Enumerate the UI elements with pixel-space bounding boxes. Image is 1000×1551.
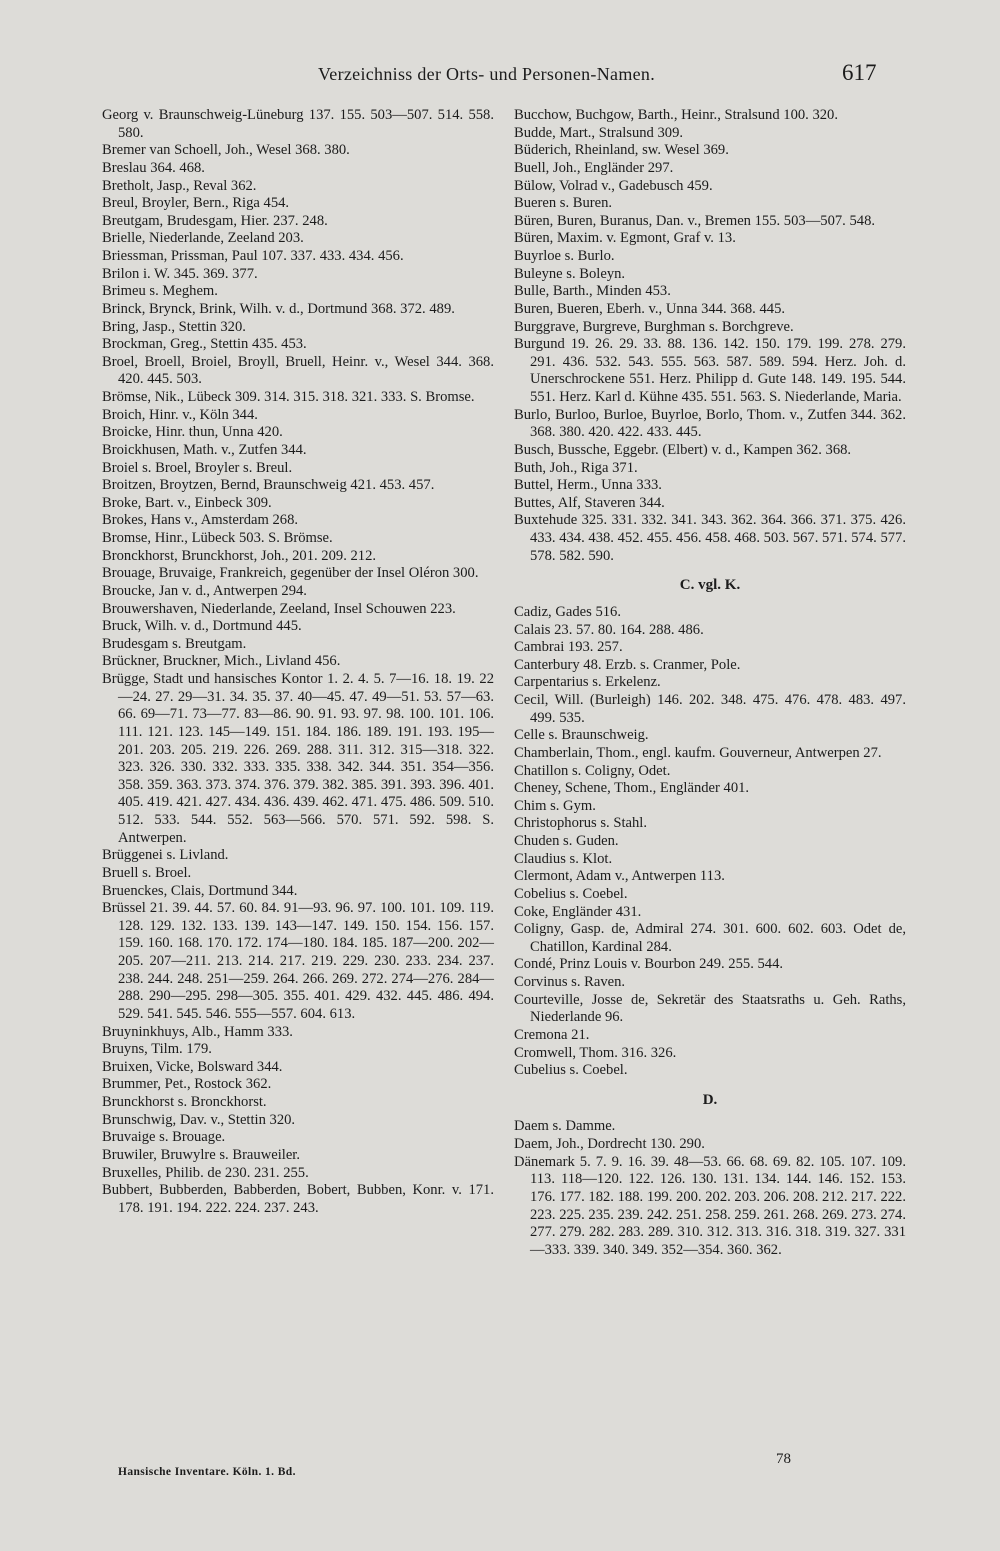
index-entry: Bruxelles, Philib. de 230. 231. 255. — [102, 1164, 309, 1181]
index-entry: Buren, Bueren, Eberh. v., Unna 344. 368. 445. — [514, 300, 786, 317]
index-entry: Broitzen, Broytzen, Bernd, Braunschweig 421. 453. 457. — [102, 477, 435, 494]
index-entry: Buth, Joh., Riga 371. — [514, 459, 638, 476]
index-entry: Coke, Engländer 431. — [514, 903, 642, 920]
index-entry: Bucchow, Buchgow, Barth., Heinr., Stralsund 100. 320. — [514, 107, 838, 123]
index-entry: Brokes, Hans v., Amsterdam 268. — [102, 512, 299, 529]
index-entry: Broiel s. Broel, Broyler s. Breul. — [102, 459, 293, 476]
index-column-left — [102, 107, 494, 1217]
index-entry: Cremona 21. — [514, 1026, 590, 1043]
index-entry: Cubelius s. Coebel. — [514, 1062, 628, 1079]
index-entry: Daem s. Damme. — [514, 1118, 616, 1135]
index-entry: Bretholt, Jasp., Reval 362. — [102, 177, 257, 194]
index-entry: Brockman, Greg., Stettin 435. 453. — [102, 336, 307, 353]
index-entry: Claudius s. Klot. — [514, 850, 613, 867]
index-entry: Burggrave, Burgreve, Burghman s. Borchgreve. — [514, 318, 794, 335]
index-entry: Celle s. Braunschweig. — [514, 727, 649, 744]
index-entry: Canterbury 48. Erzb. s. Cranmer, Pole. — [514, 656, 741, 673]
index-entry: Büderich, Rheinland, sw. Wesel 369. — [514, 142, 729, 159]
index-entry: Burgund 19. 26. 29. 33. 88. 136. 142. 150. 179. 199. 278. 279. 291. 436. 532. 543. 555. 563. 587. 589. 594. Herz. Joh. d. Unerschrockene 551. Herz. Philipp d. Gute 148. 149. 195. 544. 551. Herz. Karl d. Kühne 435. 551. 563. S. Niederlande, Maria. — [514, 336, 906, 405]
index-entry: Bromse, Hinr., Lübeck 503. S. Brömse. — [102, 530, 333, 546]
index-entry: Buyrloe s. Burlo. — [514, 248, 615, 264]
index-entry: Bruyninkhuys, Alb., Hamm 333. — [102, 1023, 293, 1040]
index-entry: Cheney, Schene, Thom., Engländer 401. — [514, 780, 750, 797]
index-entry: Broel, Broell, Broiel, Broyll, Bruell, Heinr. v., Wesel 344. 368. 420. 445. 503. — [102, 353, 494, 388]
index-entry: Coligny, Gasp. de, Admiral 274. 301. 600. 602. 603. Odet de, Chatillon, Kardinal 284. — [514, 921, 906, 955]
index-entry: Busch, Bussche, Eggebr. (Elbert) v. d., Kampen 362. 368. — [514, 441, 852, 458]
index-entry: Calais 23. 57. 80. 164. 288. 486. — [514, 621, 704, 638]
index-entry: Bruvaige s. Brouage. — [102, 1129, 226, 1146]
index-entry: Bulle, Barth., Minden 453. — [514, 283, 671, 300]
index-entry: Broickhusen, Math. v., Zutfen 344. — [102, 441, 307, 458]
index-entry: Bruyns, Tilm. 179. — [102, 1041, 212, 1058]
index-entry: Brunckhorst s. Bronckhorst. — [102, 1094, 267, 1110]
index-entry: Carpentarius s. Erkelenz. — [514, 674, 661, 691]
index-entry: Breslau 364. 468. — [102, 159, 205, 176]
index-entry: Broich, Hinr. v., Köln 344. — [102, 406, 258, 423]
index-entry: Georg v. Braunschweig-Lüneburg 137. 155. 503—507. 514. 558. 580. — [102, 107, 494, 141]
index-entry: Bronckhorst, Brunckhorst, Joh., 201. 209. 212. — [102, 547, 377, 564]
index-entry: Breutgam, Brudesgam, Hier. 237. 248. — [102, 212, 328, 229]
index-entry: Büren, Maxim. v. Egmont, Graf v. 13. — [514, 230, 736, 247]
index-entry: Corvinus s. Raven. — [514, 974, 626, 990]
index-entry: Bring, Jasp., Stettin 320. — [102, 318, 246, 335]
index-entry: Büren, Buren, Buranus, Dan. v., Bremen 155. 503—507. 548. — [514, 212, 876, 229]
index-entry: Courteville, Josse de, Sekretär des Staatsraths u. Geh. Raths, Niederlande 96. — [514, 991, 906, 1026]
index-entry: Bruenckes, Clais, Dortmund 344. — [102, 882, 298, 899]
index-entry: Brummer, Pet., Rostock 362. — [102, 1076, 272, 1093]
index-entry: Budde, Mart., Stralsund 309. — [514, 124, 684, 141]
index-entry: Brüggenei s. Livland. — [102, 847, 229, 864]
page-number: 617 — [842, 60, 877, 85]
section-heading: D. — [702, 1091, 718, 1108]
index-entry: Brielle, Niederlande, Zeeland 203. — [102, 230, 304, 247]
index-entry: Buleyne s. Boleyn. — [514, 265, 626, 282]
index-entry: Cambrai 193. 257. — [514, 639, 623, 656]
index-entry: Daem, Joh., Dordrecht 130. 290. — [514, 1136, 705, 1152]
index-entry: Brilon i. W. 345. 369. 377. — [102, 265, 258, 282]
index-entry: Christophorus s. Stahl. — [514, 815, 647, 832]
index-entry: Brouage, Bruvaige, Frankreich, gegenüber der Insel Oléron 300. — [102, 565, 479, 582]
index-entry: Brudesgam s. Breutgam. — [102, 635, 247, 652]
index-entry: Broke, Bart. v., Einbeck 309. — [102, 494, 272, 511]
index-entry: Brömse, Nik., Lübeck 309. 314. 315. 318. 321. 333. S. Bromse. — [102, 389, 475, 405]
index-entry: Breul, Broyler, Bern., Riga 454. — [102, 195, 290, 212]
index-entry: Chatillon s. Coligny, Odet. — [514, 762, 671, 779]
index-entry: Burlo, Burloo, Burloe, Buyrloe, Borlo, Thom. v., Zutfen 344. 362. 368. 380. 420. 422. 433. 445. — [514, 406, 906, 441]
signature-mark: 78 — [776, 1451, 791, 1467]
index-entry: Chamberlain, Thom., engl. kaufm. Gouverneur, Antwerpen 27. — [514, 744, 882, 761]
index-entry: Brüssel 21. 39. 44. 57. 60. 84. 91—93. 96. 97. 100. 101. 109. 119. 128. 129. 132. 133. 139. 143—147. 149. 150. 154. 156. 157. 159. 160. 168. 170. 172. 174—180. 184. 185. 187—200. 202—205. 207—211. 213. 214. 217. 219. 229. 230. 233. 234. 237. 238. 244. 248. 251—259. 264. 266. 269. 272. 274—276. 284—288. 290—295. 298—305. 355. 401. 429. 432. 445. 486. 494. 529. 541. 545. 546. 555—557. 604. 613. — [102, 900, 494, 1022]
index-entry: Broicke, Hinr. thun, Unna 420. — [102, 424, 283, 441]
index-entry: Buell, Joh., Engländer 297. — [514, 159, 674, 176]
index-entry: Cecil, Will. (Burleigh) 146. 202. 348. 475. 476. 478. 483. 497. 499. 535. — [514, 692, 906, 726]
index-entry: Clermont, Adam v., Antwerpen 113. — [514, 868, 725, 885]
index-entry: Cobelius s. Coebel. — [514, 885, 628, 902]
index-entry: Chuden s. Guden. — [514, 833, 619, 849]
running-header: Verzeichniss der Orts- und Personen-Namen. — [318, 64, 656, 84]
index-entry: Broucke, Jan v. d., Antwerpen 294. — [102, 582, 307, 599]
index-entry: Bruixen, Vicke, Bolsward 344. — [102, 1058, 283, 1075]
index-entry: Buxtehude 325. 331. 332. 341. 343. 362. 364. 366. 371. 375. 426. 433. 434. 438. 452. 455. 456. 458. 468. 503. 567. 571. 574. 577. 578. 582. 590. — [514, 512, 906, 564]
section-heading: C. vgl. K. — [679, 577, 741, 594]
index-entry: Briessman, Prissman, Paul 107. 337. 433. 434. 456. — [102, 248, 404, 264]
footer-imprint: Hansische Inventare. Köln. 1. Bd. — [118, 1466, 296, 1478]
index-entry: Brouwershaven, Niederlande, Zeeland, Insel Schouwen 223. — [102, 600, 456, 617]
index-entry: Cadiz, Gades 516. — [514, 603, 621, 620]
index-entry: Buttel, Herm., Unna 333. — [514, 477, 662, 494]
index-entry: Brimeu s. Meghem. — [102, 283, 218, 300]
index-entry: Bruwiler, Bruwylre s. Brauweiler. — [102, 1146, 301, 1163]
index-column-right — [514, 107, 906, 1259]
index-entry: Bremer van Schoell, Joh., Wesel 368. 380. — [102, 142, 350, 159]
index-entry: Dänemark 5. 7. 9. 16. 39. 48—53. 66. 68. 69. 82. 105. 107. 109. 113. 118—120. 122. 126. 130. 131. 134. 144. 146. 152. 153. 176. 177. 182. 188. 199. 200. 202. 203. 206. 208. 212. 217. 222. 223. 225. 235. 239. 242. 251. 258. 259. 261. 268. 269. 273. 274. 277. 279. 282. 283. 289. 310. 312. 313. 316. 318. 319. 327. 331—333. 339. 340. 349. 352—354. 360. 362. — [514, 1153, 906, 1258]
index-entry: Cromwell, Thom. 316. 326. — [514, 1044, 677, 1061]
index-entry: Bülow, Volrad v., Gadebusch 459. — [514, 177, 713, 194]
index-entry: Bubbert, Bubberden, Babberden, Bobert, Bubben, Konr. v. 171. 178. 191. 194. 222. 224. 237. 243. — [102, 1182, 494, 1216]
index-entry: Brunschwig, Dav. v., Stettin 320. — [102, 1111, 296, 1128]
index-entry: Bruell s. Broel. — [102, 864, 192, 881]
index-entry: Condé, Prinz Louis v. Bourbon 249. 255. 544. — [514, 956, 784, 973]
index-entry: Buttes, Alf, Staveren 344. — [514, 494, 665, 511]
index-entry: Brückner, Bruckner, Mich., Livland 456. — [102, 653, 341, 670]
index-entry: Brügge, Stadt und hansisches Kontor 1. 2. 4. 5. 7—16. 18. 19. 22—24. 27. 29—31. 34. 35. 37. 40—45. 47. 49—51. 53. 57—63. 66. 69—71. 73—77. 83—86. 90. 91. 93. 97. 98. 100. 101. 106. 111. 121. 123. 145—149. 151. 184. 186. 189. 191. 193. 195—201. 203. 205. 219. 226. 269. 288. 311. 312. 315—318. 322. 323. 326. 330. 332. 333. 335. 338. 342. 344. 351. 354—356. 358. 359. 363. 373. 374. 376. 379. 382. 385. 391. 393. 396. 401. 405. 419. 421. 427. 434. 436. 439. 462. 471. 475. 486. 509. 510. 512. 533. 544. 552. 563—566. 570. 571. 592. 598. S. Antwerpen. — [102, 671, 494, 846]
index-entry: Brinck, Brynck, Brink, Wilh. v. d., Dortmund 368. 372. 489. — [102, 300, 455, 317]
index-entry: Bueren s. Buren. — [514, 195, 613, 212]
index-entry: Chim s. Gym. — [514, 797, 596, 814]
index-entry: Bruck, Wilh. v. d., Dortmund 445. — [102, 618, 302, 635]
